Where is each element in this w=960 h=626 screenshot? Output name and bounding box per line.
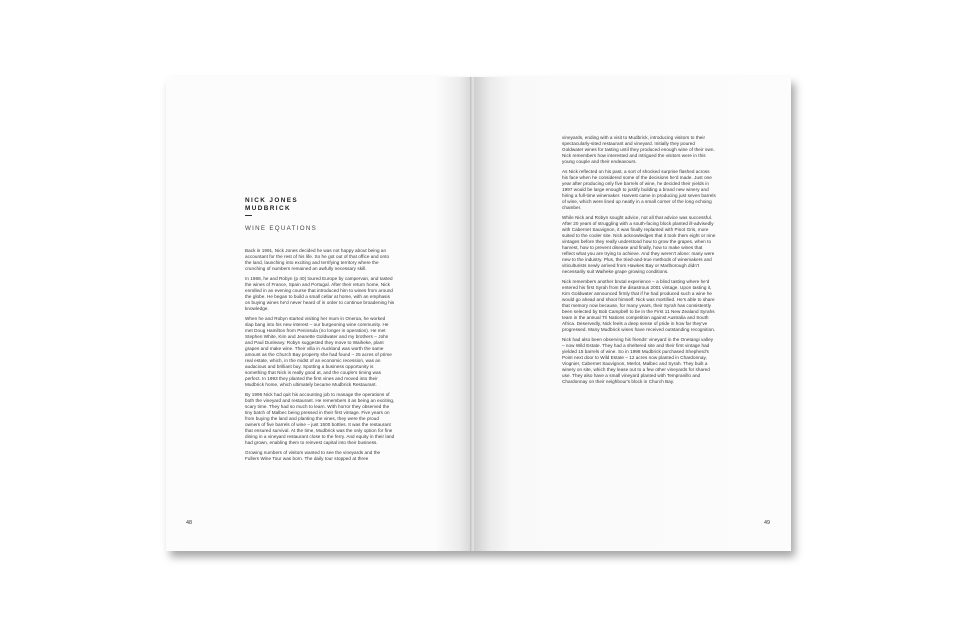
winery-name: MUDBRICK — [245, 204, 291, 212]
paragraph: As Nick reflected on his past, a sort of shocked surprise flashed across his face when he considered some of the decisions he'd made. Just one year after producing only five barrels of wine, he decided their yields in 1997 would be large enough to justify building a brand new winery and hiring a full-time winemaker. Harvest came in producing just seven barrels of wine, which were lined up neatly in a small corner of the long echoing chamber. — [562, 169, 716, 210]
paragraph: Back in 1991, Nick Jones decided he was not happy about being an accountant for the rest of his life. So he got out of that office and onto the land, launching into exciting and terrifying territory where the crunching of numbers remained an awfully necessary skill. — [245, 248, 390, 271]
paragraph: In 1988, he and Robyn (p 40) toured Europe by campervan, and tasted the wines of France, Spain and Portugal. After their return home, Nick enrolled in an evening course that introduced him to wines from around the globe. He began to build a small cellar at home, with an emphasis on buying wines he'd never heard of in order to continue broadening his knowledge. — [245, 276, 395, 311]
book-spread — [166, 77, 791, 551]
heading-rule — [245, 215, 252, 216]
chapter-title: WINE EQUATIONS — [245, 225, 318, 232]
paragraph: vineyards, ending with a visit to Mudbrick, introducing visitors to their spectacularly-sited restaurant and vineyard. Initially they poured Goldwater wines for tasting until they produced enough wine of their own. Nick remembers how interested and intrigued the visitors were in this young couple and their endeavours. — [562, 135, 715, 164]
left-text-column — [245, 197, 395, 466]
paragraph: While Nick and Robyn sought advice, not all that advice was successful. After 20 years of struggling with a south-facing block planted ill-advisedly with Cabernet Sauvignon, it was finally replanted with Pinot Gris, more suited to the cooler site. Nick acknowledges that it took them eight or nine vintages before they really understood how to grow the grapes, when to harvest, how to prevent disease and finally, how to make wines that reflect what you are trying to achieve. And they weren't alone: many were new to the industry. Plus, the tried-and-true methods of winemakers and viticulturists newly arrived from Hawkes Bay or Marlborough didn't necessarily suit Waiheke grape growing conditions. — [562, 215, 716, 274]
paragraph: Growing numbers of visitors wanted to see the vineyards and the Fullers Wine Tour was born. The daily tour stopped at three — [245, 450, 381, 461]
paragraph: By 1996 Nick had quit his accounting job to manage the operations of both the vineyard and restaurant. He remembers it as being an exciting, scary time. They had so much to learn. With horror they observed the tiny batch of Malbec being pressed in their first vintage. Five years on from buying the land and planting the vines, they were the proud owners of five barrels of wine – just 1500 bottles. It was the restaurant that ensured survival. At the time, Mudbrick was the only option for fine dining in a vineyard restaurant close to the ferry. And equity in their land had grown, enabling them to reinvest capital into their business. — [245, 392, 395, 445]
right-text-column — [562, 135, 716, 389]
page-number-right: 49 — [764, 520, 770, 526]
paragraph: Nick had also been observing his friends' vineyard in the Onetangi valley – now Wild Estate. They had a sheltered site and their first vintage had yielded 15 barrels of wine. So in 1998 Mudbrick purchased Shepherd's Point next door to Wild Estate – 12 acres now planted in Chardonnay, Viognier, Cabernet Sauvignon, Merlot, Malbec and Syrah. They built a winery on site, which they lease out to a few other vineyards for shared use. They also have a small vineyard planted with Tempranillo and Chardonnay on their neighbour's block in Church Bay. — [562, 337, 714, 384]
right-page — [474, 77, 791, 551]
paragraph: Nick remembers another brutal experience – a blind tasting where he'd entered his first Syrah from the disastrous 2001 vintage. Upon tasting it, Kim Goldwater announced firmly that if he had produced such a wine he would go ahead and shoot himself. Nick was mortified. He's able to share that memory now because, for many years, their Syrah has consistently been selected by Bob Campbell to be in the First 11 New Zealand Syrahs team in the annual Tri Nations competition against Australia and South Africa. Deservedly, Nick feels a deep sense of pride in how far they've progressed. Many Mudbrick wines have received outstanding recognition. — [562, 279, 716, 332]
paragraph: When he and Robyn started visiting her mum in Oneroa, he worked slap bang into his new interest – our burgeoning wine community. He met Doug Hamilton from Peninsula (no longer in operation). He met Stephen White, Kim and Jeanette Goldwater and my brothers – John and Paul Dunleavy. Robyn suggested they move to Waiheke, plant grapes and make wine. Their villa in Auckland was worth the same amount as the Church Bay property she had found – 25 acres of prime real estate, which, in the midst of an economic recession, was an audacious and brilliant buy. Spotting a business opportunity is something that Nick is really good at, and the couple's timing was perfect. In 1993 they planted the first vines and moved into their Mudbrick home, which ultimately became Mudbrick Restaurant. — [245, 316, 392, 387]
left-page — [166, 77, 472, 551]
author-name: NICK JONES — [245, 197, 299, 204]
page-number-left: 48 — [186, 520, 192, 526]
